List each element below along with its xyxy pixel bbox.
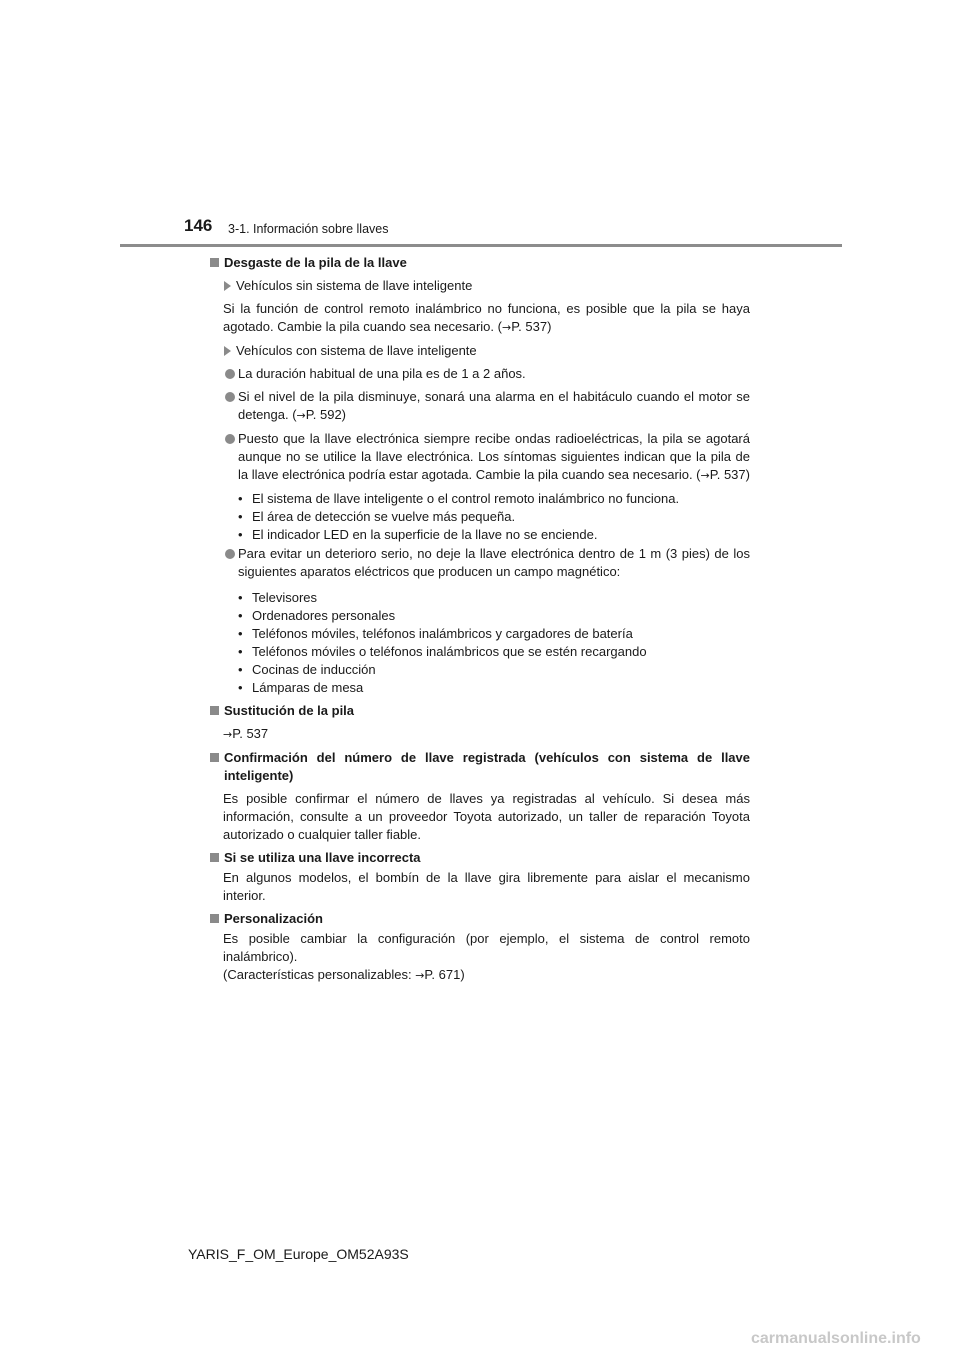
header-rule: [120, 244, 842, 247]
list-item: • El sistema de llave inteligente o el control remoto inalámbrico no funciona.: [238, 490, 750, 508]
section-heading-customization: Personalización: [210, 910, 750, 928]
page-content: [210, 254, 750, 985]
list-item: • Teléfonos móviles o teléfonos inalámbricos que se estén recargando: [238, 643, 750, 661]
list-item: • Televisores: [238, 589, 750, 607]
page-reference: P. 592): [305, 407, 347, 422]
subheading-no-smart-key: Vehículos sin sistema de llave inteligente: [210, 277, 750, 295]
list-item: • El área de detección se vuelve más pequeña.: [238, 508, 750, 526]
list-item: • Teléfonos móviles, teléfonos inalámbricos y cargadores de batería: [238, 625, 750, 643]
paragraph-confirmation: Es posible confirmar el número de llaves ya registradas al vehículo. Si desea más información, consulte a un proveedor Toyota autorizado, un taller de reparación Toyota autorizado o cualquier taller fiable.: [223, 791, 750, 842]
page-number: 146: [184, 216, 213, 235]
section-heading-wrong-key: Si se utiliza una llave incorrecta: [210, 849, 750, 867]
circle-bullet-icon: [225, 369, 235, 379]
triangle-bullet-icon: [224, 281, 231, 291]
circle-bullet-icon: [225, 549, 235, 559]
section-title: 3-1. Información sobre llaves: [228, 222, 389, 236]
list-item: • El indicador LED en la superficie de la llave no se enciende.: [238, 526, 750, 544]
square-bullet-icon: [210, 914, 219, 923]
triangle-bullet-icon: [224, 346, 231, 356]
list-item: • Cocinas de inducción: [238, 661, 750, 679]
square-bullet-icon: [210, 258, 219, 267]
page-reference: P. 537): [511, 319, 552, 334]
square-bullet-icon: [210, 753, 219, 762]
circle-bullet-icon: [225, 434, 235, 444]
paragraph-replacement-ref: [210, 725, 750, 744]
arrow-icon: →: [501, 321, 512, 334]
device-list: [210, 589, 750, 697]
dot-item-radio-waves: Puesto que la llave electrónica siempre recibe ondas radioeléctricas, la pila se agotará aunque no se utilice la llave electrónica. Los síntomas siguientes indican que la pila de la llave electrónica podría estar agotada. Cambie la pila cuando sea necesario. (→P. 537): [210, 430, 750, 485]
section-heading-confirmation: Confirmación del número de llave registrada (vehículos con sistema de llave inteligente): [210, 749, 750, 785]
symptom-list: [210, 490, 750, 544]
page-reference: P. 537): [709, 467, 750, 482]
dot-item-battery-life: La duración habitual de una pila es de 1 a 2 años.: [210, 365, 750, 383]
section-heading-battery: Desgaste de la pila de la llave: [210, 254, 750, 272]
square-bullet-icon: [210, 853, 219, 862]
watermark: carmanualsonline.info: [751, 1330, 921, 1347]
section-heading-replacement: Sustitución de la pila: [210, 702, 750, 720]
square-bullet-icon: [210, 706, 219, 715]
document-id: YARIS_F_OM_Europe_OM52A93S: [188, 1246, 409, 1262]
page-reference: P. 671): [424, 967, 465, 982]
arrow-icon: →: [296, 409, 306, 422]
dot-item-battery-alarm: Si el nivel de la pila disminuye, sonará una alarma en el habitáculo cuando el motor se detenga. (→P. 592): [210, 388, 750, 425]
arrow-icon: →: [415, 969, 425, 982]
page-reference: P. 537: [232, 726, 269, 741]
dot-item-magnetic-field: Para evitar un deterioro serio, no deje la llave electrónica dentro de 1 m (3 pies) de los siguientes aparatos eléctricos que producen un campo magnético:: [210, 545, 750, 581]
arrow-icon: →: [700, 469, 710, 482]
paragraph-customization: Es posible cambiar la configuración (por ejemplo, el sistema de control remoto inalámbrico). (Características personalizables: →P. 671): [223, 931, 750, 982]
paragraph-remote-battery: Si la función de control remoto inalámbrico no funciona, es posible que la pila se haya agotado. Cambie la pila cuando sea necesario. (→P. 537): [223, 301, 750, 334]
list-item: • Ordenadores personales: [238, 607, 750, 625]
list-item: • Lámparas de mesa: [238, 679, 750, 697]
arrow-icon: →: [223, 728, 233, 741]
paragraph-wrong-key: En algunos modelos, el bombín de la llave gira libremente para aislar el mecanismo interior.: [223, 870, 750, 903]
circle-bullet-icon: [225, 392, 235, 402]
subheading-smart-key: Vehículos con sistema de llave inteligente: [210, 342, 750, 360]
